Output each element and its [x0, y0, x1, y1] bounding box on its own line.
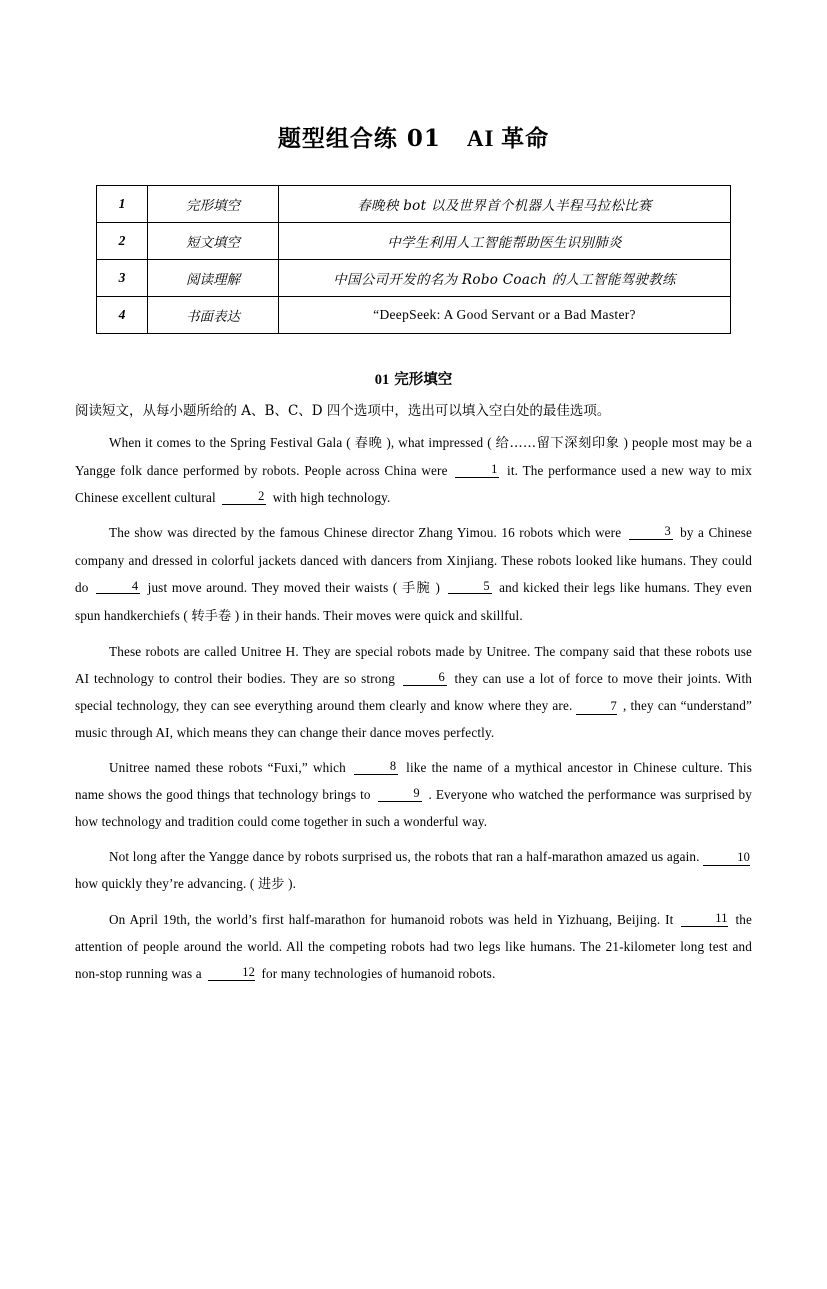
- passage-body: [75, 429, 752, 987]
- passage-paragraph: [75, 843, 752, 898]
- passage-paragraph: [75, 429, 752, 511]
- toc-type: 完形填空: [148, 186, 279, 223]
- chinese-gloss: 进步: [257, 877, 285, 893]
- chinese-gloss: 给……留下深刻印象: [495, 436, 620, 452]
- passage-text: The show was directed by the famous Chinese director Zhang Yimou. 16 robots which were: [109, 525, 622, 541]
- passage-text: by a Chinese company and dressed in colorful jackets danced with dancers from Xinjiang. These robots looked like humans. They could do: [75, 525, 752, 595]
- page-title-sub: AI 革命: [466, 126, 550, 151]
- page-title-main: 题型组合练 01: [277, 125, 441, 152]
- cloze-blank-2[interactable]: 2: [222, 490, 266, 505]
- passage-text: . Everyone who watched the performance was surprised by how technology and tradition could come together in such a wonderful way.: [75, 787, 752, 830]
- cloze-blank-11[interactable]: 11: [681, 912, 727, 927]
- chinese-gloss: 转手卷: [191, 608, 232, 624]
- contents-table-body: [97, 186, 731, 334]
- passage-text: ) people most may be a Yangge folk dance performed by robots. People across China were: [75, 435, 752, 479]
- toc-type: 书面表达: [148, 297, 279, 334]
- toc-type: 阅读理解: [148, 260, 279, 297]
- passage-text: the attention of people around the world. All the competing robots had two legs like humans. The 21-kilometer long test and non-stop running was a: [75, 912, 752, 982]
- cloze-blank-1[interactable]: 1: [455, 463, 499, 478]
- contents-table: [96, 185, 731, 334]
- passage-paragraph: [75, 754, 752, 835]
- toc-number: 3: [97, 260, 148, 297]
- passage-text: ) in their hands. Their moves were quick and skillful.: [234, 607, 523, 623]
- section-number: 01: [374, 372, 390, 388]
- document-page: [0, 120, 827, 1289]
- passage-paragraph: [75, 638, 752, 746]
- table-row: [97, 260, 731, 297]
- passage-text: , they can “understand” music through AI, which means they can change their dance moves perfectly.: [75, 697, 752, 740]
- passage-text: When it comes to the Spring Festival Gala (: [109, 435, 351, 451]
- passage-text: ), what impressed (: [386, 435, 492, 451]
- passage-paragraph: [75, 906, 752, 987]
- toc-type: 短文填空: [148, 223, 279, 260]
- passage-text: with high technology.: [272, 490, 391, 506]
- passage-text: These robots are called Unitree H. They are special robots made by Unitree. The company said that these robots use AI technology to control their bodies. They are so strong: [75, 643, 752, 686]
- passage-text: they can use a lot of force to move their joints. With special technology, they can see everything around them clearly and know where they are.: [75, 670, 753, 713]
- cloze-blank-6[interactable]: 6: [403, 671, 447, 686]
- cloze-blank-12[interactable]: 12: [208, 966, 255, 981]
- table-row: [97, 186, 731, 223]
- toc-description: 春晚秧 bot 以及世界首个机器人半程马拉松比赛: [279, 186, 731, 223]
- cloze-blank-7[interactable]: 7: [576, 700, 616, 715]
- chinese-gloss: 春晚: [354, 436, 383, 452]
- passage-text: for many technologies of humanoid robots.: [261, 966, 496, 982]
- toc-number: 1: [97, 186, 148, 223]
- toc-description: “DeepSeek: A Good Servant or a Bad Master?: [279, 297, 731, 334]
- passage-text: Unitree named these robots “Fuxi,” which: [109, 759, 346, 775]
- passage-text: how quickly they’re advancing. (: [75, 876, 255, 892]
- passage-text: like the name of a mythical ancestor in Chinese culture. This name shows the good things that technology brings to: [75, 759, 752, 802]
- table-row: [97, 223, 731, 260]
- passage-text: ).: [288, 876, 297, 892]
- cloze-blank-3[interactable]: 3: [629, 525, 673, 540]
- section-heading: [75, 368, 752, 389]
- passage-text: it. The performance used a new way to mix Chinese excellent cultural: [75, 463, 752, 506]
- page-title: [75, 120, 752, 153]
- chinese-gloss: 手腕: [402, 580, 431, 596]
- cloze-blank-4[interactable]: 4: [96, 580, 140, 595]
- cloze-blank-10[interactable]: 10: [703, 851, 750, 866]
- passage-paragraph: [75, 519, 752, 629]
- passage-text: On April 19th, the world’s first half-marathon for humanoid robots was held in Yizhuang, Beijing. It: [109, 912, 674, 928]
- passage-text: and kicked their legs like humans. They even spun handkerchiefs (: [75, 579, 753, 623]
- section-instruction: 阅读短文，从每小题所给的 A、B、C、D 四个选项中，选出可以填入空白处的最佳选项。: [75, 403, 611, 419]
- table-row: [97, 297, 731, 334]
- passage-text: ): [435, 579, 441, 595]
- toc-description: 中学生利用人工智能帮助医生识别肺炎: [279, 223, 731, 260]
- toc-number: 4: [97, 297, 148, 334]
- toc-number: 2: [97, 223, 148, 260]
- cloze-blank-5[interactable]: 5: [448, 580, 492, 595]
- section-name: 完形填空: [394, 371, 453, 388]
- cloze-blank-9[interactable]: 9: [378, 787, 422, 802]
- passage-text: just move around. They moved their waists (: [147, 579, 398, 595]
- cloze-blank-8[interactable]: 8: [354, 760, 398, 775]
- toc-description: 中国公司开发的名为 Robo Coach 的人工智能驾驶教练: [279, 260, 731, 297]
- passage-text: Not long after the Yangge dance by robots surprised us, the robots that ran a half-marathon amazed us again.: [109, 849, 700, 865]
